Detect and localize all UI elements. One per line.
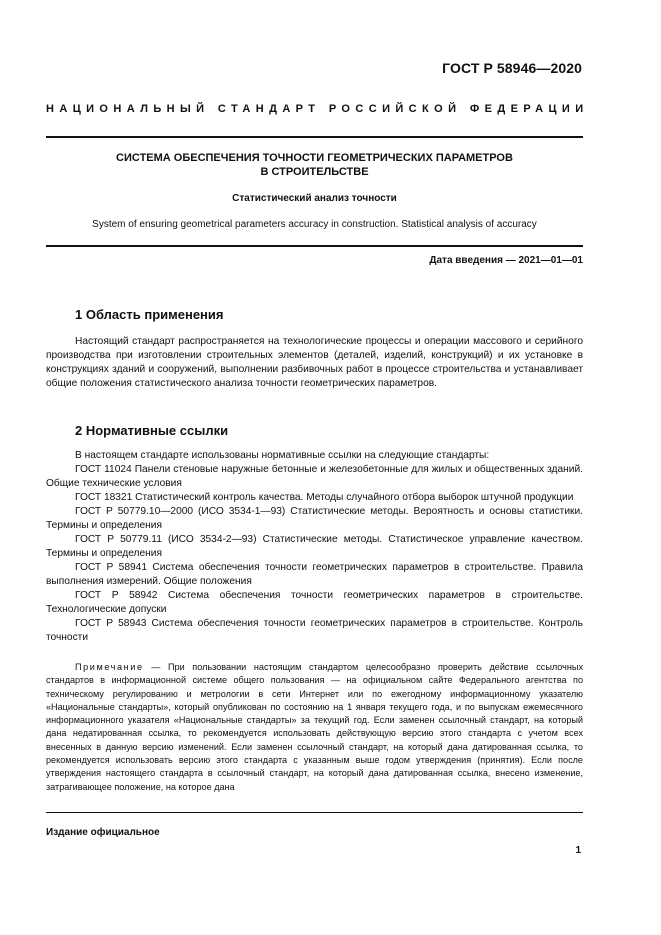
section-1-heading: 1 Область применения bbox=[75, 307, 224, 322]
english-title: System of ensuring geometrical parameters accuracy in construction. Statistical analysis of accuracy bbox=[92, 219, 537, 230]
references-list bbox=[46, 449, 583, 645]
reference-item bbox=[46, 505, 583, 533]
national-standard-banner: НАЦИОНАЛЬНЫЙ СТАНДАРТ РОССИЙСКОЙ ФЕДЕРАЦИИ bbox=[46, 103, 589, 115]
section-1-text bbox=[46, 335, 583, 391]
gost-code: ГОСТ Р 58946—2020 bbox=[442, 60, 582, 76]
footer-divider bbox=[46, 812, 583, 813]
reference-text: ГОСТ Р 58942 Система обеспечения точности геометрических параметров в строительстве. Технологические допуски bbox=[46, 590, 583, 615]
note-label: Примечание bbox=[75, 662, 144, 672]
reference-item bbox=[46, 463, 583, 491]
section-2-heading: 2 Нормативные ссылки bbox=[75, 423, 229, 438]
reference-text: ГОСТ 11024 Панели стеновые наружные бетонные и железобетонные для жилых и общественных зданий. Общие технические условия bbox=[46, 464, 583, 489]
references-intro-text: В настоящем стандарте использованы нормативные ссылки на следующие стандарты: bbox=[75, 450, 490, 461]
reference-item bbox=[46, 617, 583, 645]
title-line-2: В СТРОИТЕЛЬСТВЕ bbox=[260, 166, 369, 178]
reference-text: ГОСТ Р 50779.10—2000 (ИСО 3534-1—93) Статистические методы. Вероятность и основы статистики. Термины и определения bbox=[46, 506, 583, 531]
note-text: — При пользовании настоящим стандартом целесообразно проверить действие ссылочных стандартов в информационной системе общего пользования — на официальном сайте Федерального агентства по техническому регулированию и метрологии в сети Интернет или по ежегодному информационному указателю «Национальные стандарты», который опубликован по состоянию на 1 января текущего года, и по выпускам ежемесячного информационного указателя «Национальные стандарты» за текущий год. Если заменен ссылочный стандарт, на который дана недатированная ссылка, то рекомендуется использовать действующую версию этого стандарта с учетом всех внесенных в данную версию изменений. Если заменен ссылочный стандарт, на который дана датированная ссылка, то рекомендуется использовать версию этого стандарта с указанным выше годом утверждения (принятия). Если после утверждения настоящего стандарта в ссылочный стандарт, на который дана датированная ссылка, внесено изменение, затрагивающее положение, на которое дана bbox=[46, 662, 583, 792]
reference-text: ГОСТ Р 50779.11 (ИСО 3534-2—93) Статистические методы. Статистическое управление качеством. Термины и определения bbox=[46, 534, 583, 559]
page-number: 1 bbox=[575, 845, 581, 856]
title-line-1: СИСТЕМА ОБЕСПЕЧЕНИЯ ТОЧНОСТИ ГЕОМЕТРИЧЕСКИХ ПАРАМЕТРОВ bbox=[116, 152, 513, 164]
introduction-date: Дата введения — 2021—01—01 bbox=[429, 255, 583, 266]
reference-text: ГОСТ 18321 Статистический контроль качества. Методы случайного отбора выборок штучной продукции bbox=[75, 492, 574, 503]
reference-item bbox=[46, 491, 583, 505]
references-intro bbox=[46, 449, 583, 463]
title-divider bbox=[46, 245, 583, 247]
reference-item bbox=[46, 533, 583, 561]
document-subtitle: Статистический анализ точности bbox=[232, 193, 397, 204]
edition-label: Издание официальное bbox=[46, 827, 160, 838]
reference-item bbox=[46, 561, 583, 589]
references-note bbox=[46, 661, 583, 794]
reference-item bbox=[46, 589, 583, 617]
top-divider bbox=[46, 136, 583, 138]
reference-text: ГОСТ Р 58943 Система обеспечения точности геометрических параметров в строительстве. Контроль точности bbox=[46, 618, 583, 643]
document-title bbox=[46, 151, 583, 179]
section-1-body: Настоящий стандарт распространяется на технологические процессы и операции массового и серийного производства при изготовлении строительных элементов (деталей, изделий, конструкций) и их установке в конструкциях зданий и сооружений, выполнении разбивочных работ в процессе строительства и устанавливает общие положения статистического анализа точности геометрических параметров. bbox=[46, 336, 583, 389]
reference-text: ГОСТ Р 58941 Система обеспечения точности геометрических параметров в строительстве. Правила выполнения измерений. Общие положения bbox=[46, 562, 583, 587]
